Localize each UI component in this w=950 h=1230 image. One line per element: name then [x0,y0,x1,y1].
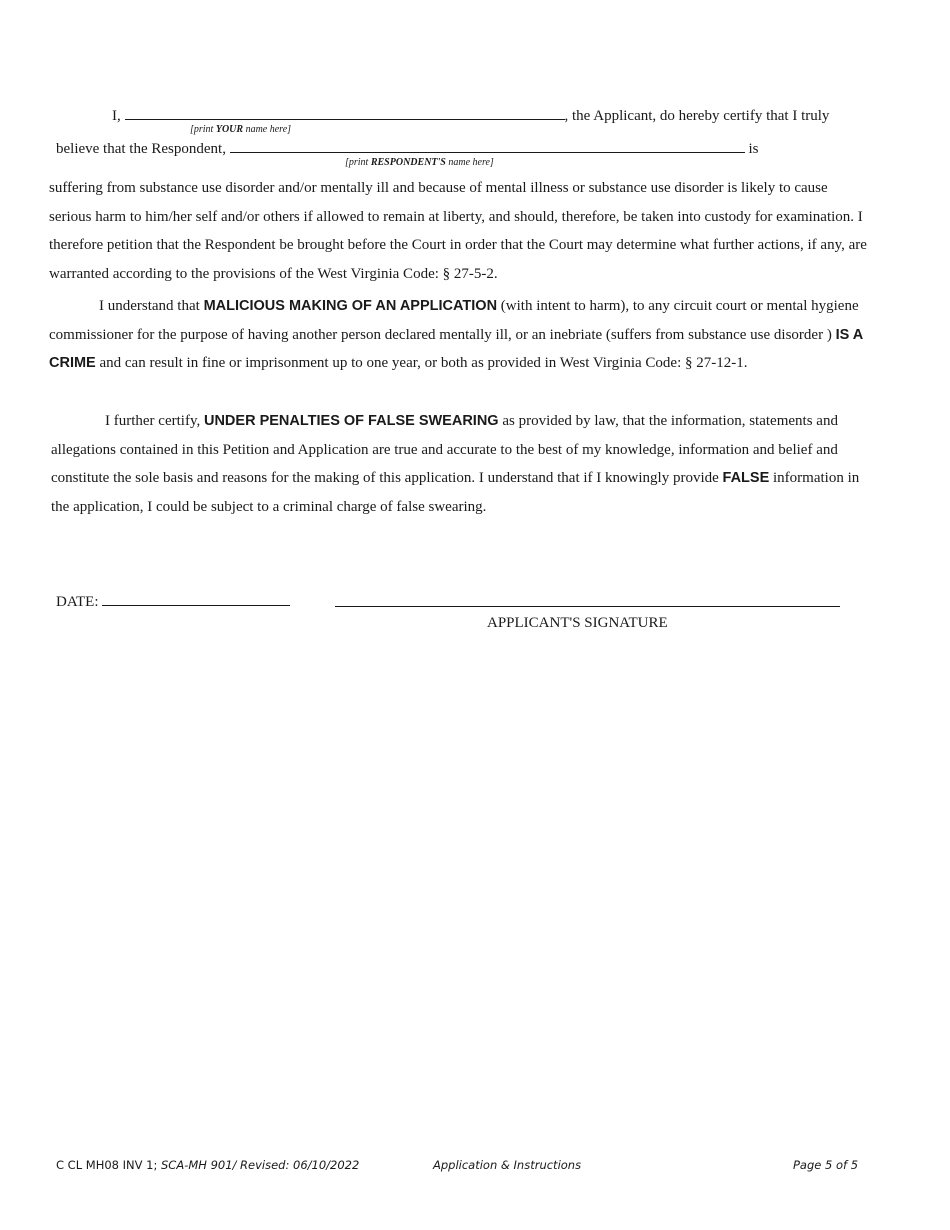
date-label: DATE: [56,594,99,610]
footer-form-code: C CL MH08 INV 1; SCA-MH 901/ Revised: 06/10/2022 [56,1158,360,1172]
certification-body: suffering from substance use disorder and/or mentally ill and because of mental illness or substance use disorder is likely to cause serious harm to him/her self and/or others if allowed to remain at liberty, and should, therefore, be taken into custody for examination. I therefore petition that the Respondent be brought before the Court in order that the Court may determine what further actions, if any, are warranted according to the provisions of the West Virginia Code: § 27-5-2. [49,180,867,282]
applicant-name-hint: [print YOUR name here] [190,124,292,135]
malicious-application-paragraph: I understand that MALICIOUS MAKING OF AN APPLICATION (with intent to harm), to any circuit court or mental hygiene commissioner for the purpose of having another person declared mentally ill, or an inebriate (suffers from substance use disorder ) IS A CRIME and can result in fine or imprisonment up to one year, or both as provided in West Virginia Code: § 27-12-1. [49,298,863,372]
applicant-signature-label: APPLICANT'S SIGNATURE [487,615,668,631]
malicious-warning: MALICIOUS MAKING OF AN APPLICATION [203,298,498,314]
respondent-line [56,138,758,158]
certify-suffix: , the Applicant, do hereby certify that I truly [564,108,830,124]
false-swearing-warning: UNDER PENALTIES OF FALSE SWEARING [203,413,499,429]
respondent-suffix: is [748,141,759,157]
respondent-name-field[interactable] [230,138,745,153]
footer-page-number: Page 5 of 5 [793,1158,859,1172]
date-field[interactable] [102,591,290,606]
false-swearing-paragraph: I further certify, UNDER PENALTIES OF FALSE SWEARING as provided by law, that the information, statements and allegations contained in this Petition and Application are true and accurate to the best of my knowledge, information and belief and constitute the sole basis and reasons for the making of this application. I understand that if I knowingly provide FALSE information in the application, I could be subject to a criminal charge of false swearing. [51,413,860,515]
false-warning: FALSE [722,470,770,487]
respondent-name-hint: [print RESPONDENT'S name here] [345,157,494,168]
respondent-prefix: believe that the Respondent, [56,141,226,157]
footer-title: Application & Instructions [433,1158,582,1172]
crime-warning: IS A CRIME [49,326,863,372]
applicant-certify-line [112,105,829,125]
applicant-signature-field[interactable] [335,606,840,607]
certify-prefix: I, [112,108,121,124]
applicant-name-field[interactable] [125,105,565,120]
date-row [56,591,290,611]
